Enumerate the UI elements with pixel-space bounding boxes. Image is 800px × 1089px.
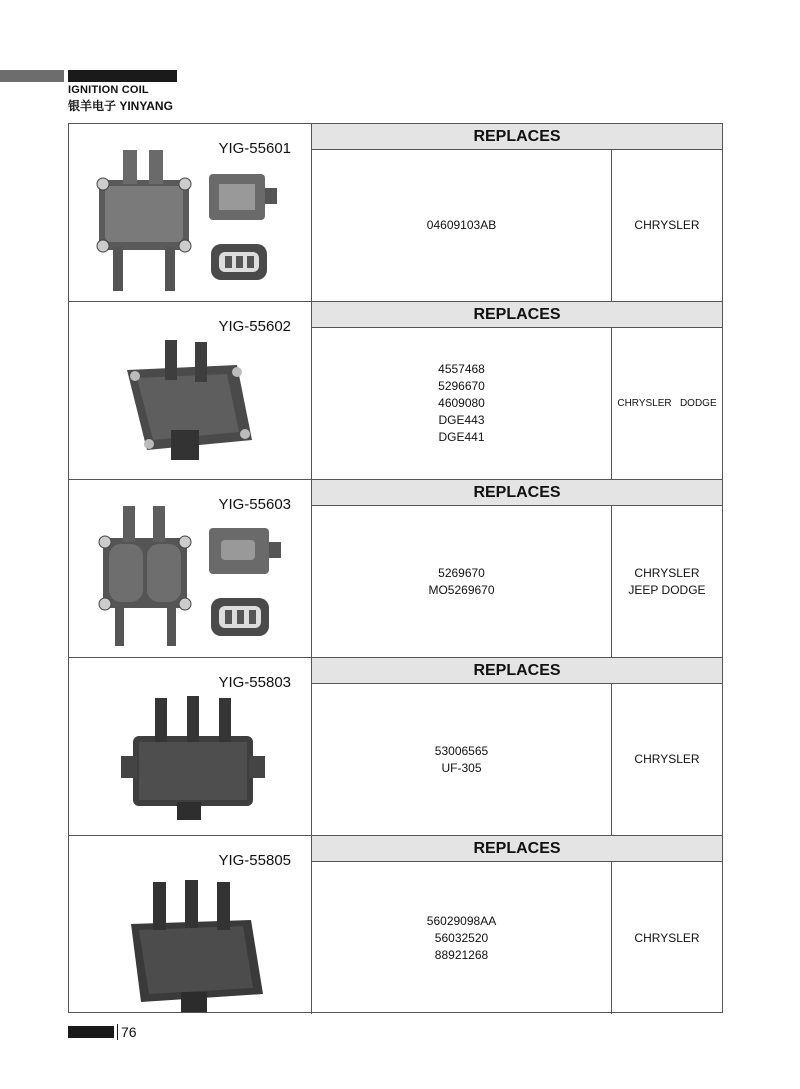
part-number: YIG-55601 — [218, 140, 291, 157]
replaces-header: REPLACES — [312, 302, 722, 328]
vehicle-make: CHRYSLER — [634, 752, 700, 766]
oem-number: 56032520 — [434, 930, 489, 945]
part-number: YIG-55803 — [218, 674, 291, 691]
oem-number: 5269670 — [438, 565, 485, 580]
oem-number: DGE443 — [438, 413, 485, 427]
part-number: YIG-55602 — [218, 318, 291, 335]
oem-numbers — [312, 328, 612, 479]
oem-numbers — [312, 506, 612, 657]
oem-number: 04609103AB — [426, 218, 497, 232]
table-row — [69, 480, 722, 658]
ignition-coil-image — [87, 142, 297, 302]
oem-numbers — [312, 150, 612, 301]
table-row — [69, 302, 722, 480]
table-row — [69, 658, 722, 836]
vehicle-make: CHRYSLER — [634, 565, 700, 580]
product-image-cell — [69, 480, 312, 657]
product-image-cell — [69, 302, 312, 479]
vehicle-make: CHRYSLER DODGE — [617, 398, 717, 409]
ignition-coil-image — [87, 676, 297, 836]
product-image-cell — [69, 124, 312, 301]
vehicle-makes — [612, 328, 722, 479]
replaces-header: REPLACES — [312, 480, 722, 506]
replaces-header: REPLACES — [312, 836, 722, 862]
oem-number: 4557468 — [438, 362, 485, 376]
product-image-cell — [69, 836, 312, 1014]
vehicle-make: CHRYSLER — [634, 218, 700, 232]
ignition-coil-image — [87, 498, 297, 658]
oem-numbers — [312, 684, 612, 835]
oem-number: UF-305 — [441, 760, 482, 775]
vehicle-makes — [612, 684, 722, 835]
replaces-header: REPLACES — [312, 124, 722, 150]
ignition-coil-image — [87, 854, 297, 1014]
product-image-cell — [69, 658, 312, 835]
oem-numbers — [312, 862, 612, 1014]
oem-number: 88921268 — [434, 947, 489, 962]
part-number: YIG-55805 — [218, 852, 291, 869]
section-title: IGNITION COIL — [68, 84, 149, 96]
footer-bar — [68, 1026, 114, 1038]
oem-number: MO5269670 — [428, 582, 495, 597]
table-row — [69, 124, 722, 302]
catalog-table — [68, 123, 723, 1013]
vehicle-makes — [612, 150, 722, 301]
oem-number: 4609080 — [438, 396, 485, 410]
footer-separator — [117, 1024, 118, 1040]
vehicle-make: JEEP DODGE — [628, 582, 706, 597]
header-bar-grey — [0, 70, 64, 82]
ignition-coil-image — [87, 320, 297, 480]
oem-number: DGE441 — [438, 430, 485, 444]
vehicle-make: CHRYSLER — [634, 930, 700, 945]
oem-number: 5296670 — [438, 379, 485, 393]
oem-number: 56029098AA — [426, 913, 497, 928]
brand-title: 银羊电子 YINYANG — [68, 99, 173, 113]
part-number: YIG-55603 — [218, 496, 291, 513]
replaces-header: REPLACES — [312, 658, 722, 684]
vehicle-makes — [612, 506, 722, 657]
page-number: 76 — [121, 1024, 137, 1040]
table-row — [69, 836, 722, 1014]
vehicle-makes — [612, 862, 722, 1014]
oem-number: 53006565 — [434, 743, 489, 758]
header-bar-black — [68, 70, 177, 82]
